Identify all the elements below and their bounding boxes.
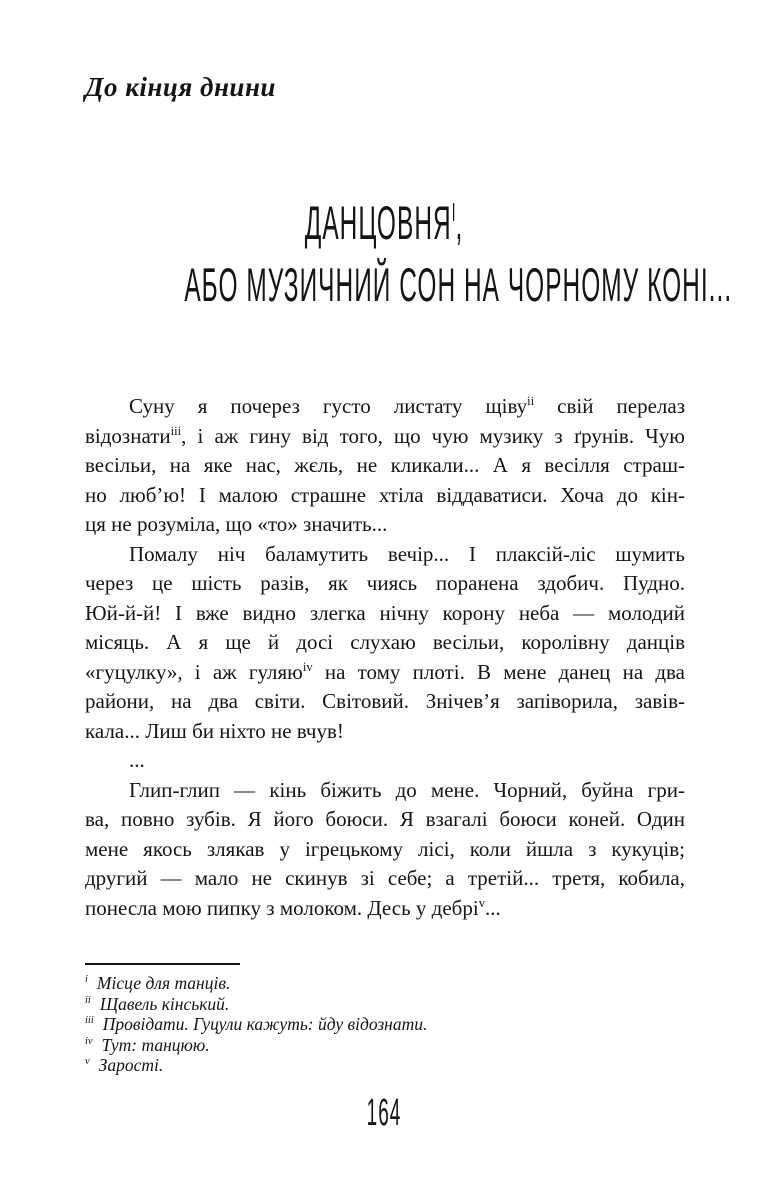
footnote-text: Провідати. Гуцули кажуть: йду відознати.: [102, 1014, 428, 1034]
text-line: кала... Лиш би ніхто не вчув!: [85, 718, 344, 743]
footnote-ref: iv: [302, 659, 313, 674]
footnote-text: Тут: танцюю.: [101, 1034, 210, 1055]
chapter-title: [0, 192, 768, 316]
text-line: відознати$^{iii}$, і аж гину від того, що чую музику з ґрунів. Чую: [85, 423, 685, 448]
page-number: 164: [366, 1092, 402, 1134]
footnote: [85, 994, 685, 1015]
text-line: райони, на два світи. Світовий. Знічев’я запіворила, завів-: [85, 689, 685, 713]
footnote-marker: iii: [85, 1015, 94, 1027]
paragraph: [85, 746, 685, 776]
text-line: ...: [129, 748, 145, 772]
footnote: [85, 973, 685, 994]
chapter-title-line-1: $ДАНЦОВНЯ^I$,: [304, 196, 464, 249]
footnote-divider: [85, 963, 240, 965]
text-line: Суну я почерез густо листату щіву$^{ii}$ свій перелаз: [129, 394, 685, 418]
text-line: мене якось злякав у ігрецькому лісі, коли йшла з кукуців;: [85, 836, 685, 861]
footnote: [85, 1055, 685, 1076]
footnote-marker: iv: [85, 1035, 93, 1047]
text-line: через це шість разів, як чиясь поранена здобич. Пудно.: [85, 571, 685, 595]
paragraph: [85, 392, 685, 540]
footnote-ref: iii: [170, 423, 182, 438]
text-line: другий — мало не скинув зі себе; а третій... третя, кобила,: [85, 866, 685, 890]
text-line: місяць. А я ще й досі слухаю весільи, королівну данців: [85, 630, 685, 654]
text-line: Глип-глип — кінь біжить до мене. Чорний, буйна гри-: [129, 777, 685, 802]
paragraph: [85, 540, 685, 747]
text-line: ва, повно зубів. Я його боюси. Я взагалі боюси коней. Один: [85, 807, 685, 831]
text-line: весільи, на яке нас, жєль, не кликали... А я весілля страш-: [85, 453, 685, 477]
footnote-ref: I: [451, 199, 456, 227]
chapter-title-line-2: АБО МУЗИЧНИЙ СОН НА ЧОРНОМУ КОНІ...: [184, 258, 733, 311]
footnote: [85, 1035, 685, 1056]
text-line: «гуцулку», і аж гуляю$^{iv}$ на тому плоті. В мене данец на два: [85, 659, 685, 684]
footnote-text: Зарості.: [98, 1055, 164, 1075]
footnote-ref: ii: [527, 394, 535, 408]
text-line: Помалу ніч баламутить вечір... І плаксій-ліс шумить: [129, 541, 685, 566]
footnote-marker: i: [85, 974, 88, 986]
running-header: До кінця днини: [85, 72, 276, 102]
body-text: [85, 392, 685, 923]
footnotes-section: [85, 963, 685, 1076]
footnote-marker: ii: [85, 994, 91, 1006]
text-line: понесла мою пипку з молоком. Десь у дебрі$^v$...: [85, 895, 501, 920]
footnote-marker: v: [85, 1056, 90, 1068]
text-line: но люб’ю! І малою страшне хтіла віддаватиси. Хоча до кін-: [85, 482, 685, 507]
footnote-text: Щавель кінський.: [99, 993, 230, 1014]
footnote: [85, 1014, 685, 1035]
paragraph: [85, 776, 685, 924]
text-line: ця не розуміла, що «то» значить...: [85, 512, 388, 536]
page-number-container: [0, 1093, 768, 1133]
footnote-ref: v: [478, 895, 485, 910]
text-line: Юй-й-й! І вже видно злегка нічну корону неба — молодий: [85, 600, 685, 625]
footnote-text: Місце для танців.: [96, 973, 231, 993]
